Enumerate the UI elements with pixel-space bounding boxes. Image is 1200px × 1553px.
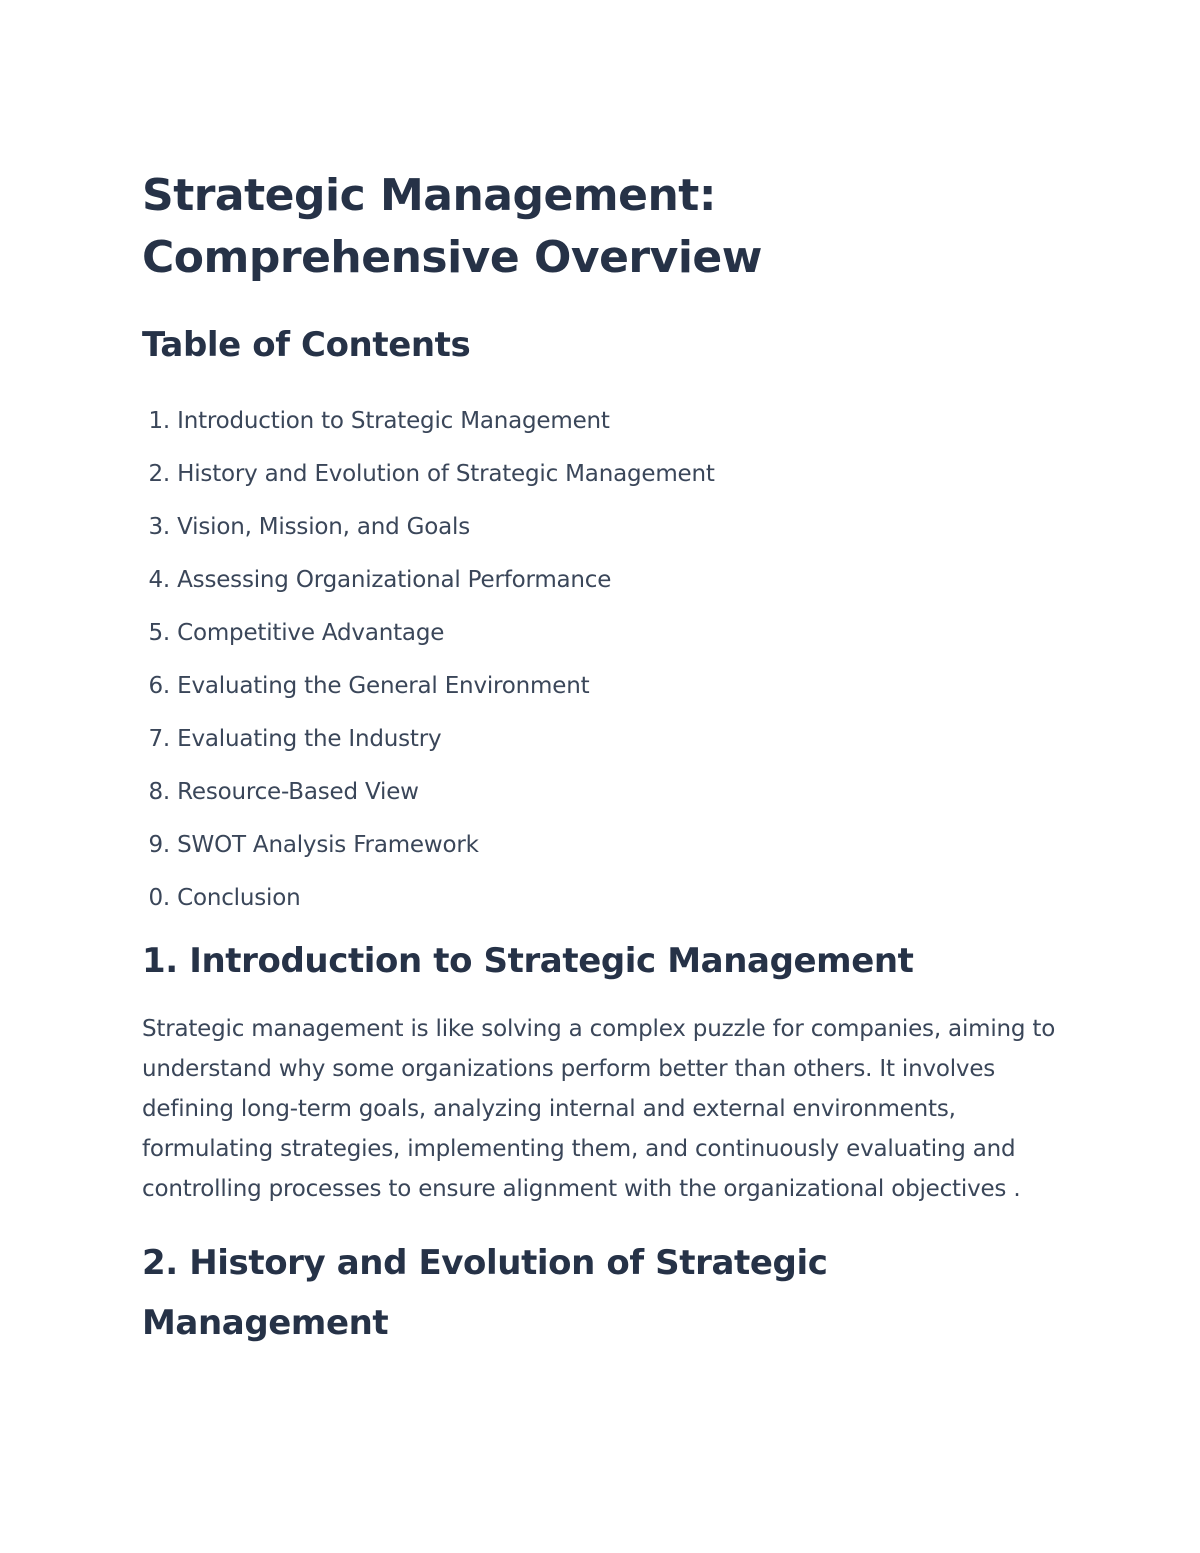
toc-item [142, 448, 1072, 501]
toc-item [142, 713, 1072, 766]
toc-item-label: Introduction to Strategic Management [177, 408, 610, 434]
toc-item-number: 3. [148, 514, 170, 540]
toc-list [142, 395, 1072, 925]
document-title: Strategic Management: Comprehensive Overview [142, 170, 762, 283]
toc-item-label: Resource-Based View [177, 779, 419, 805]
toc-item [142, 872, 1072, 925]
toc-heading: Table of Contents [142, 325, 471, 365]
toc-item-label: Competitive Advantage [177, 620, 445, 646]
section-heading-history: 2. History and Evolution of Strategic Management [142, 1243, 828, 1343]
toc-item-label: SWOT Analysis Framework [177, 832, 479, 858]
toc-item-number: 1. [148, 408, 170, 434]
section-paragraph-introduction: Strategic management is like solving a complex puzzle for companies, aiming to understand why some organizations perform better than others. It involves defining long-term goals, analyzing internal and external environments, formulating strategies, implementing them, and continuously evaluating and controlling processes to ensure alignment with the organizational objectives . [142, 1016, 1056, 1202]
toc-item-number: 8. [148, 779, 170, 805]
toc-item [142, 501, 1072, 554]
toc-item-label: Assessing Organizational Performance [177, 567, 612, 593]
section-heading-introduction: 1. Introduction to Strategic Management [142, 941, 914, 981]
toc-item-number: 9. [148, 832, 170, 858]
toc-item-number: 4. [148, 567, 170, 593]
document-page [142, 165, 1072, 1353]
toc-item [142, 660, 1072, 713]
toc-item [142, 819, 1072, 872]
toc-item-label: Evaluating the Industry [177, 726, 442, 752]
toc-item [142, 766, 1072, 819]
toc-item-label: Evaluating the General Environment [177, 673, 590, 699]
toc-item-number: 5. [148, 620, 170, 646]
toc-item-label: History and Evolution of Strategic Management [177, 461, 715, 487]
toc-item-number: 2. [148, 461, 170, 487]
toc-item [142, 554, 1072, 607]
toc-item-number: 0. [148, 885, 170, 911]
toc-item [142, 607, 1072, 660]
toc-item-number: 7. [148, 726, 170, 752]
toc-item-label: Vision, Mission, and Goals [177, 514, 470, 540]
toc-item-label: Conclusion [177, 885, 301, 911]
toc-item [142, 395, 1072, 448]
toc-item-number: 6. [148, 673, 170, 699]
